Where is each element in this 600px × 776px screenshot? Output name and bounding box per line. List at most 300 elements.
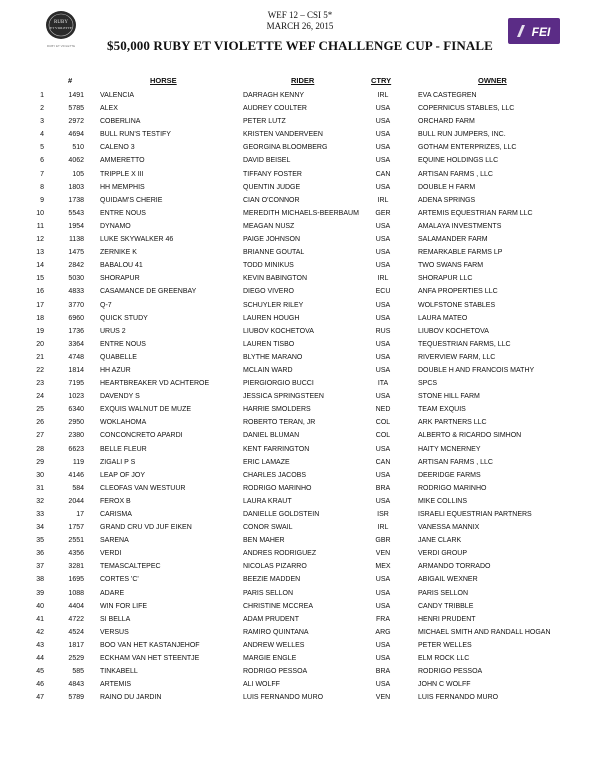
country-code: BRA [375, 484, 391, 492]
rider-name: BRIANNE GOUTAL [243, 249, 305, 257]
row-position: 30 [36, 471, 44, 479]
horse-number: 6340 [68, 406, 84, 414]
horse-name: QUABELLE [100, 353, 137, 361]
rider-name: MARGIE ENGLE [243, 655, 297, 663]
country-code: COL [375, 432, 391, 440]
row-position: 45 [36, 668, 44, 676]
country-code: USA [375, 262, 391, 270]
horse-number: 1695 [68, 576, 84, 584]
horse-name: VALENCIA [100, 92, 135, 99]
table-row [0, 390, 600, 403]
table-row [0, 377, 600, 390]
rider-name: NICOLAS PIZARRO [243, 563, 307, 571]
show-name: WEF 12 – CSI 5* [267, 10, 333, 20]
country-code: IRL [377, 196, 389, 204]
horse-name: EXQUIS WALNUT DE MUZE [100, 406, 192, 414]
table-row [0, 154, 600, 167]
horse-name: BABALOU 41 [100, 262, 143, 270]
row-position: 2 [40, 105, 44, 113]
fei-logo [508, 18, 560, 44]
horse-name: SARENA [100, 537, 129, 545]
owner-name: BULL RUN JUMPERS, INC. [418, 131, 506, 139]
owner-name: TEAM EXQUIS [418, 406, 466, 414]
owner-name: RODRIGO PESSOA [418, 668, 483, 676]
owner-name: LIUBOV KOCHETOVA [418, 327, 489, 335]
row-position: 7 [40, 170, 44, 178]
country-code: CAN [375, 458, 391, 466]
owner-name: TWO SWANS FARM [418, 262, 484, 270]
country-code: VEN [375, 694, 391, 702]
horse-number: 2529 [68, 655, 84, 663]
owner-name: STONE HILL FARM [418, 393, 480, 401]
country-code: USA [375, 655, 391, 663]
horse-name: FEROX B [100, 497, 131, 505]
horse-name: CARISMA [100, 511, 132, 518]
rider-name: RAMIRO QUINTANA [243, 628, 309, 636]
rider-name: QUENTIN JUDGE [243, 183, 301, 191]
owner-name: EQUINE HOLDINGS LLC [418, 157, 499, 165]
order-of-go-table [0, 89, 600, 704]
owner-name: ABIGAIL WEXNER [418, 576, 478, 584]
country-code: IRL [377, 92, 389, 99]
row-position: 3 [40, 118, 44, 126]
table-row [0, 521, 600, 534]
table-row [0, 469, 600, 482]
owner-name: RIVERVIEW FARM, LLC [418, 353, 496, 361]
owner-name: MICHAEL SMITH AND RANDALL HOGAN [418, 628, 551, 636]
table-row [0, 194, 600, 207]
rider-name: ERIC LAMAZE [243, 458, 290, 466]
country-code: USA [375, 602, 391, 610]
country-code: ITA [377, 380, 389, 388]
row-position: 22 [36, 366, 44, 374]
horse-name: BELLE FLEUR [100, 445, 147, 453]
country-code: USA [375, 222, 391, 230]
horse-number: 4748 [68, 353, 84, 361]
horse-number: 3770 [68, 301, 84, 309]
row-position: 8 [40, 183, 44, 191]
row-position: 21 [36, 353, 44, 361]
owner-name: SALAMANDER FARM [418, 236, 488, 244]
svg-text:FEI: FEI [531, 25, 551, 39]
rider-name: HARRIE SMOLDERS [243, 406, 311, 414]
horse-number: 4062 [68, 157, 84, 165]
horse-number: 2972 [68, 118, 84, 126]
rider-name: LUIS FERNANDO MURO [243, 694, 324, 702]
rider-name: PIERGIORGIO BUCCI [243, 380, 314, 388]
horse-number: 2950 [68, 419, 84, 427]
horse-name: HH MEMPHIS [100, 183, 145, 191]
rider-name: BLYTHE MARANO [243, 353, 303, 361]
table-row [0, 102, 600, 115]
horse-number: 17 [76, 511, 84, 518]
rider-name: ROBERTO TERAN, JR [243, 419, 316, 427]
country-code: USA [375, 366, 391, 374]
country-code: VEN [375, 550, 391, 558]
horse-name: LEAP OF JOY [100, 471, 145, 479]
horse-number: 585 [72, 668, 84, 676]
rider-name: JESSICA SPRINGSTEEN [243, 393, 324, 401]
country-code: ECU [375, 288, 391, 296]
owner-name: LAURA MATEO [418, 314, 468, 322]
horse-name: DYNAMO [100, 222, 131, 230]
horse-number: 1475 [68, 249, 84, 257]
horse-name: VERSUS [100, 628, 129, 636]
country-code: ISR [377, 511, 389, 518]
rider-name: TODD MINIKUS [243, 262, 294, 270]
horse-name: HH AZUR [100, 366, 131, 374]
table-row [0, 547, 600, 560]
horse-number: 5789 [68, 694, 84, 702]
owner-name: ARK PARTNERS LLC [418, 419, 487, 427]
table-row [0, 573, 600, 586]
horse-name: SHORAPUR [100, 275, 140, 283]
owner-name: ADENA SPRINGS [418, 196, 476, 204]
table-row [0, 168, 600, 181]
table-row [0, 338, 600, 351]
owner-name: ARTEMIS EQUESTRIAN FARM LLC [418, 209, 533, 217]
row-position: 41 [36, 615, 44, 623]
table-row [0, 495, 600, 508]
rider-name: MEREDITH MICHAELS-BEERBAUM [243, 209, 359, 217]
row-position: 20 [36, 340, 44, 348]
country-code: GBR [375, 537, 391, 545]
horse-number: 4843 [68, 681, 84, 689]
table-row [0, 285, 600, 298]
table-row [0, 691, 600, 704]
col-ctry-header: CTRY [371, 76, 392, 85]
table-row [0, 639, 600, 652]
col-owner-header: OWNER [478, 76, 507, 85]
horse-number: 5030 [68, 275, 84, 283]
country-code: MEX [375, 563, 391, 571]
horse-number: 510 [72, 144, 84, 152]
table-row [0, 220, 600, 233]
rider-name: AUDREY COULTER [243, 105, 307, 113]
rider-name: LAURA KRAUT [243, 497, 292, 505]
horse-number: 4833 [68, 288, 84, 296]
row-position: 11 [36, 222, 44, 230]
horse-name: QUICK STUDY [100, 314, 148, 322]
owner-name: SPCS [418, 380, 438, 388]
owner-name: ISRAELI EQUESTRIAN PARTNERS [418, 511, 532, 518]
country-code: USA [375, 314, 391, 322]
horse-name: ARTEMIS [100, 681, 131, 689]
table-row [0, 207, 600, 220]
rider-name: KEVIN BABINGTON [243, 275, 308, 283]
rider-name: BEEZIE MADDEN [243, 576, 301, 584]
horse-number: 4524 [68, 628, 84, 636]
owner-name: JANE CLARK [418, 537, 462, 545]
rider-name: RODRIGO PESSOA [243, 668, 308, 676]
rider-name: KRISTEN VANDERVEEN [243, 131, 323, 139]
table-row [0, 141, 600, 154]
table-row [0, 626, 600, 639]
table-row [0, 259, 600, 272]
country-code: FRA [376, 615, 390, 623]
row-position: 39 [36, 589, 44, 597]
rider-name: TIFFANY FOSTER [243, 170, 302, 178]
row-position: 38 [36, 576, 44, 584]
table-row [0, 299, 600, 312]
rider-name: ANDRES RODRIGUEZ [243, 550, 317, 558]
horse-name: ZERNIKE K [100, 249, 137, 257]
rider-name: PETER LUTZ [243, 118, 286, 126]
table-row [0, 613, 600, 626]
horse-number: 1954 [68, 222, 84, 230]
horse-name: SI BELLA [100, 615, 131, 623]
table-row [0, 508, 600, 521]
horse-number: 1736 [68, 327, 84, 335]
horse-number: 1757 [68, 524, 84, 532]
owner-name: GOTHAM ENTERPRIZES, LLC [418, 144, 517, 152]
horse-name: WIN FOR LIFE [100, 602, 148, 610]
rider-name: GEORGINA BLOOMBERG [243, 144, 328, 152]
country-code: USA [375, 301, 391, 309]
horse-name: AMMERETTO [100, 157, 145, 165]
horse-number: 4404 [68, 602, 84, 610]
horse-number: 5543 [68, 209, 84, 217]
horse-name: CALENO 3 [100, 144, 135, 152]
horse-name: CORTES 'C' [100, 576, 139, 584]
country-code: USA [375, 353, 391, 361]
owner-name: DOUBLE H FARM [418, 183, 476, 191]
horse-name: TINKABELL [100, 668, 138, 676]
owner-name: JOHN C WOLFF [418, 681, 471, 689]
row-position: 4 [40, 131, 44, 139]
table-row [0, 233, 600, 246]
country-code: USA [375, 393, 391, 401]
table-row [0, 246, 600, 259]
event-date: MARCH 26, 2015 [266, 21, 334, 31]
table-row [0, 128, 600, 141]
horse-number: 584 [72, 484, 84, 492]
rider-name: DIEGO VIVERO [243, 288, 294, 296]
country-code: ARG [375, 628, 391, 636]
horse-name: ALEX [100, 105, 118, 113]
col-num-header: # [68, 76, 73, 85]
country-code: USA [375, 118, 391, 126]
table-row [0, 416, 600, 429]
country-code: USA [375, 157, 391, 165]
row-position: 27 [36, 432, 44, 440]
owner-name: ORCHARD FARM [418, 118, 475, 126]
row-position: 14 [36, 262, 44, 270]
table-row [0, 89, 600, 102]
row-position: 33 [36, 511, 44, 518]
rider-name: RODRIGO MARINHO [243, 484, 312, 492]
rider-name: LAUREN HOUGH [243, 314, 300, 322]
table-row [0, 443, 600, 456]
horse-name: DAVENDY S [100, 393, 140, 401]
horse-number: 1138 [68, 236, 84, 244]
row-position: 13 [36, 249, 44, 257]
country-code: USA [375, 497, 391, 505]
horse-name: Q-7 [100, 301, 112, 309]
horse-number: 119 [72, 458, 84, 466]
rider-name: CHRISTINE MCCREA [243, 602, 314, 610]
svg-text:RUBY: RUBY [54, 20, 68, 25]
rider-name: DARRAGH KENNY [243, 92, 305, 99]
rider-name: CONOR SWAIL [243, 524, 293, 532]
table-row [0, 272, 600, 285]
owner-name: COPERNICUS STABLES, LLC [418, 105, 515, 113]
horse-number: 1491 [68, 92, 84, 99]
country-code: COL [375, 419, 391, 427]
horse-name: QUIDAM'S CHERIE [100, 196, 163, 204]
row-position: 32 [36, 497, 44, 505]
row-position: 37 [36, 563, 44, 571]
horse-name: VERDI [100, 550, 122, 558]
row-position: 47 [36, 694, 44, 702]
row-position: 42 [36, 628, 44, 636]
row-position: 12 [36, 236, 44, 244]
country-code: IRL [377, 524, 389, 532]
owner-name: ARTISAN FARMS , LLC [418, 170, 493, 178]
rider-name: LIUBOV KOCHETOVA [243, 327, 314, 335]
rider-name: SCHUYLER RILEY [243, 301, 304, 309]
table-row [0, 560, 600, 573]
table-row [0, 534, 600, 547]
row-position: 46 [36, 681, 44, 689]
country-code: USA [375, 131, 391, 139]
row-position: 29 [36, 458, 44, 466]
row-position: 44 [36, 655, 44, 663]
owner-name: DOUBLE H AND FRANCOIS MATHY [418, 366, 535, 374]
rider-name: PARIS SELLON [243, 589, 294, 597]
horse-number: 6960 [68, 314, 84, 322]
owner-name: ARMANDO TORRADO [418, 563, 491, 571]
country-code: USA [375, 340, 391, 348]
horse-name: BOO VAN HET KASTANJEHOF [100, 641, 200, 649]
rider-name: MEAGAN NUSZ [243, 222, 295, 230]
owner-name: HAITY MCNERNEY [418, 445, 481, 453]
row-position: 25 [36, 406, 44, 414]
horse-number: 4722 [68, 615, 84, 623]
owner-name: VERDI GROUP [418, 550, 468, 558]
horse-name: ADARE [100, 589, 125, 597]
table-row [0, 325, 600, 338]
horse-name: TEMASCALTEPEC [100, 563, 161, 571]
horse-name: BULL RUN'S TESTIFY [100, 131, 171, 139]
owner-name: PETER WELLES [418, 641, 472, 649]
horse-name: RAINO DU JARDIN [100, 694, 162, 702]
row-position: 9 [40, 196, 44, 204]
row-position: 17 [36, 301, 44, 309]
table-row [0, 678, 600, 691]
horse-number: 3364 [68, 340, 84, 348]
table-row [0, 429, 600, 442]
table-row [0, 482, 600, 495]
table-row [0, 665, 600, 678]
owner-name: AMALAYA INVESTMENTS [418, 222, 502, 230]
row-position: 36 [36, 550, 44, 558]
country-code: USA [375, 641, 391, 649]
rider-name: KENT FARRINGTON [243, 445, 310, 453]
owner-name: CANDY TRIBBLE [418, 602, 474, 610]
owner-name: MIKE COLLINS [418, 497, 468, 505]
horse-name: GRAND CRU VD JUF EIKEN [100, 524, 192, 532]
country-code: NED [375, 406, 391, 414]
owner-name: ANFA PROPERTIES LLC [418, 288, 498, 296]
table-row [0, 600, 600, 613]
rider-name: ADAM PRUDENT [243, 615, 300, 623]
table-row [0, 351, 600, 364]
row-position: 40 [36, 602, 44, 610]
horse-name: TRIPPLE X III [100, 170, 144, 178]
horse-number: 1814 [68, 366, 84, 374]
owner-name: SHORAPUR LLC [418, 275, 473, 283]
horse-number: 3281 [68, 563, 84, 571]
horse-number: 1023 [68, 393, 84, 401]
horse-number: 4694 [68, 131, 84, 139]
owner-name: WOLFSTONE STABLES [418, 301, 496, 309]
rider-name: PAIGE JOHNSON [243, 236, 301, 244]
horse-name: ZIGALI P S [100, 458, 136, 466]
country-code: USA [375, 183, 391, 191]
horse-number: 1738 [68, 196, 84, 204]
rider-name: DANIELLE GOLDSTEIN [243, 511, 320, 518]
owner-name: HENRI PRUDENT [418, 615, 476, 623]
horse-name: CONCONCRETO APARDI [100, 432, 183, 440]
row-position: 16 [36, 288, 44, 296]
rider-name: ALI WOLFF [243, 681, 280, 689]
country-code: USA [375, 576, 391, 584]
svg-text:ET VIOLETTE: ET VIOLETTE [50, 26, 72, 30]
country-code: USA [375, 249, 391, 257]
table-row [0, 115, 600, 128]
owner-name: ARTISAN FARMS , LLC [418, 458, 493, 466]
rider-name: ANDREW WELLES [243, 641, 305, 649]
owner-name: PARIS SELLON [418, 589, 469, 597]
col-rider-header: RIDER [291, 76, 315, 85]
row-position: 24 [36, 393, 44, 401]
row-position: 5 [40, 144, 44, 152]
owner-name: VANESSA MANNIX [418, 524, 480, 532]
country-code: USA [375, 589, 391, 597]
owner-name: DEERIDGE FARMS [418, 471, 481, 479]
row-position: 34 [36, 524, 44, 532]
horse-name: CLEOFAS VAN WESTUUR [100, 484, 186, 492]
row-position: 23 [36, 380, 44, 388]
col-horse-header: HORSE [150, 76, 177, 85]
horse-number: 1803 [68, 183, 84, 191]
table-row [0, 312, 600, 325]
rider-name: DANIEL BLUMAN [243, 432, 300, 440]
table-row [0, 587, 600, 600]
rider-name: BEN MAHER [243, 537, 285, 545]
table-row [0, 652, 600, 665]
horse-number: 4146 [68, 471, 84, 479]
row-position: 26 [36, 419, 44, 427]
horse-name: COBERLINA [100, 118, 141, 126]
country-code: USA [375, 445, 391, 453]
rider-name: DAVID BEISEL [243, 157, 291, 165]
table-row [0, 181, 600, 194]
rider-name: CIAN O'CONNOR [243, 196, 300, 204]
country-code: USA [375, 105, 391, 113]
horse-number: 105 [72, 170, 84, 178]
row-position: 43 [36, 641, 44, 649]
horse-name: HEARTBREAKER VD ACHTEROE [100, 380, 210, 388]
table-row [0, 364, 600, 377]
horse-number: 1088 [68, 589, 84, 597]
horse-name: CASAMANCE DE GREENBAY [100, 288, 197, 296]
rider-name: MCLAIN WARD [243, 366, 293, 374]
table-row [0, 403, 600, 416]
country-code: RUS [375, 327, 391, 335]
row-position: 10 [36, 209, 44, 217]
